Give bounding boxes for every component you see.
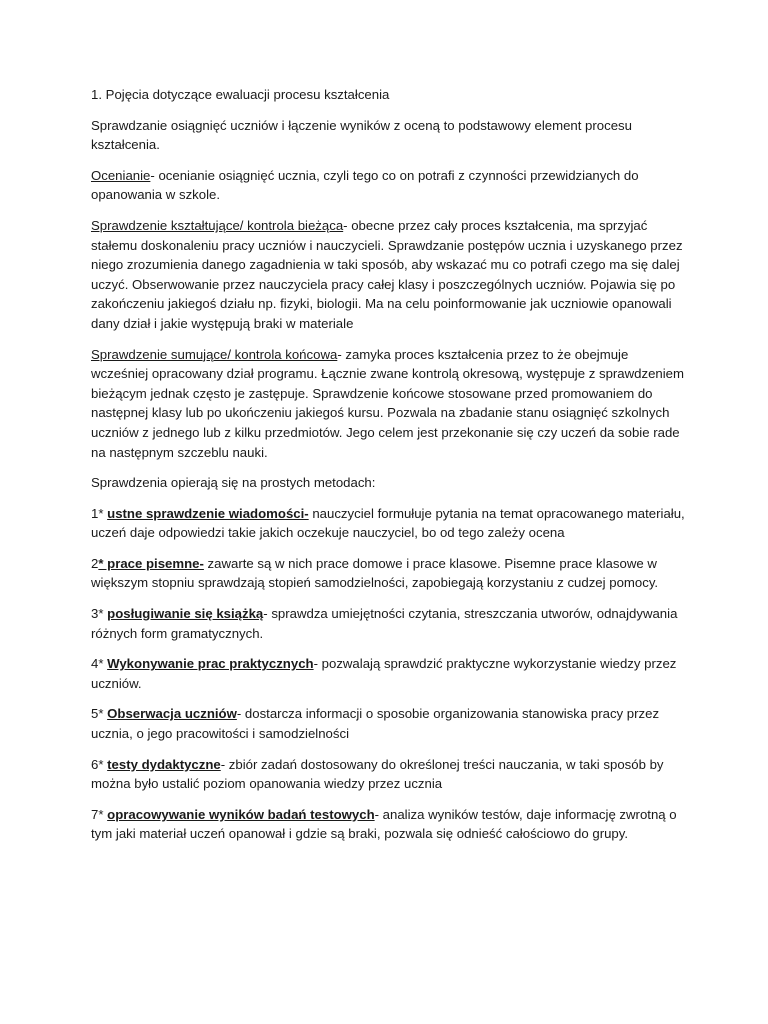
method-number: 5* [91, 706, 108, 722]
method-text: - sprawdza umiejętności czytania, streszczania utworów, odnajdywania różnych form gramatycznych. [91, 606, 678, 641]
method-number: 7* [91, 806, 108, 822]
ksztaltujace-paragraph [91, 216, 688, 334]
ocenianie-text: - ocenianie osiągnięć ucznia, czyli tego co on potrafi z czynności przewidzianych do opanowania w szkole. [91, 167, 639, 203]
method-term: opracowywanie wyników badań testowych [107, 806, 375, 822]
methods-intro: Sprawdzenia opierają się na prostych metodach: [91, 475, 376, 491]
sumujace-text: - zamyka proces kształcenia przez to że obejmuje wcześniej opracowany dział programu. Łącznie zwane kontrolą okresową, występuje z sprawdzeniem bieżącym jednak często je zastępuje. Sprawdzenie końcowe stosowane przed promowaniem do następnej klasy lub po ukończeniu jakiegoś kursu. Pozwala na zbadanie stanu osiągnięć szkolnych uczniów z jednego lub z kilku przedmiotów. Jego celem jest przekonanie się czy uczeń da sobie rade na następnym szczeblu nauki. [91, 346, 684, 460]
method-number: 4* [91, 656, 108, 672]
method-item-5 [91, 704, 688, 743]
method-item-7 [91, 805, 688, 844]
method-number: 6* [91, 756, 108, 772]
section-heading: 1. Pojęcia dotyczące ewaluacji procesu kształcenia [91, 87, 390, 102]
method-item-4 [91, 654, 688, 693]
method-item-2 [91, 554, 688, 593]
method-term: posługiwanie się książką [107, 606, 264, 622]
method-number: 2 [91, 555, 99, 571]
method-text: zawarte są w nich prace domowe i prace klasowe. Pisemne prace klasowe w większym stopniu sprawdzają stopień samodzielności, zapobiegają korzystaniu z cudzej pomocy. [91, 555, 659, 591]
intro-paragraph: Sprawdzanie osiągnięć uczniów i łączenie wyników z oceną to podstawowy element procesu kształcenia. [91, 117, 632, 153]
method-term: Obserwacja uczniów [107, 706, 237, 722]
method-term: Wykonywanie prac praktycznych [107, 656, 314, 672]
ocenianie-term: Ocenianie [91, 167, 151, 183]
method-item-1 [91, 504, 688, 543]
method-item-3 [91, 604, 688, 643]
method-term: testy dydaktyczne [107, 756, 221, 772]
method-term: * prace pisemne- [98, 555, 204, 571]
method-term: ustne sprawdzenie wiadomości- [107, 505, 309, 521]
method-text: - analiza wyników testów, daje informację zwrotną o tym jaki materiał uczeń opanował i gdzie są braki, pozwala się odnieść całościowo do grupy. [91, 806, 677, 842]
method-number: 1* [91, 505, 108, 521]
ksztaltujace-term: Sprawdzenie kształtujące/ kontrola bieżąca [91, 217, 344, 233]
method-item-6 [91, 755, 688, 794]
ksztaltujace-text: - obecne przez cały proces kształcenia, ma sprzyjać stałemu doskonaleniu pracy uczniów i nauczycieli. Sprawdzanie postępów ucznia i uzyskanego przez niego zrozumienia danego zagadnienia w taki sposób, aby wskazać mu co potrafi czego ma się dalej uczyć. Obserwowanie przez nauczyciela pracy całej klasy i poszczególnych uczniów. Pojawia się po zakończeniu jakiegoś działu np. fizyki, biologii. Ma na celu poinformowanie jak uczniowie opanowali dany dział i jakie występują braki w materiale [91, 217, 683, 331]
method-text: nauczyciel formułuje pytania na temat opracowanego materiału, uczeń daje odpowiedzi takie jakich oczekuje nauczyciel, bo od tego zależy ocena [91, 505, 685, 541]
method-number: 3* [91, 606, 108, 622]
sumujace-term: Sprawdzenie sumujące/ kontrola końcowa [91, 346, 338, 362]
method-text: - zbiór zadań dostosowany do określonej treści nauczania, w taki sposób by można było ustalić poziom opanowania wiedzy przez ucznia [91, 756, 664, 792]
method-text: - dostarcza informacji o sposobie organizowania stanowiska pracy przez ucznia, o jego pracowitości i samodzielności [91, 706, 660, 742]
sumujace-paragraph [91, 345, 688, 463]
ocenianie-paragraph [91, 166, 688, 205]
method-text: - pozwalają sprawdzić praktyczne wykorzystanie wiedzy przez uczniów. [91, 656, 677, 691]
